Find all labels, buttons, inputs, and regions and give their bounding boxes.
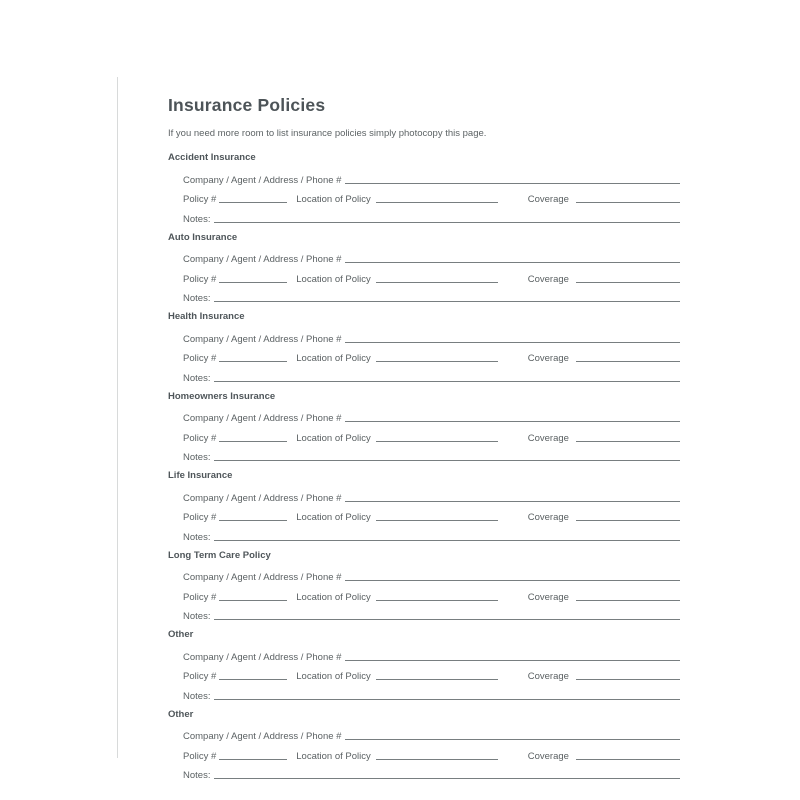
company-row <box>168 406 680 426</box>
page-left-border <box>117 77 118 758</box>
section-heading: Health Insurance <box>168 311 245 322</box>
location-blank-line <box>376 758 498 760</box>
location-of-policy-label: Location of Policy <box>296 750 371 762</box>
notes-label: Notes: <box>183 531 211 543</box>
coverage-label: Coverage <box>527 353 569 364</box>
section-heading: Life Insurance <box>168 470 233 481</box>
policy-number-label: Policy # <box>183 671 217 682</box>
policy-number-label: Policy # <box>183 194 217 205</box>
coverage-blank-line <box>576 201 680 203</box>
company-row <box>168 247 680 267</box>
policy-number-blank-line <box>219 440 287 442</box>
location-of-policy-label: Location of Policy <box>296 194 371 205</box>
policy-row <box>168 664 680 684</box>
section-heading: Auto Insurance <box>168 231 238 243</box>
policy-number-blank-line <box>219 519 287 521</box>
company-agent-address-phone-label: Company / Agent / Address / Phone # <box>183 572 342 583</box>
location-blank-line <box>376 201 498 203</box>
policy-section <box>168 392 680 465</box>
company-row <box>168 485 680 505</box>
location-blank-line <box>376 281 498 283</box>
location-of-policy-label: Location of Policy <box>296 512 371 523</box>
notes-blank-line <box>214 539 680 541</box>
company-agent-address-phone-label: Company / Agent / Address / Phone # <box>183 254 342 265</box>
policy-number-blank-line <box>219 758 287 760</box>
policy-number-blank-line <box>219 360 287 362</box>
company-blank-line <box>345 500 680 502</box>
policy-number-label: Policy # <box>183 273 217 285</box>
coverage-label: Coverage <box>527 512 569 523</box>
notes-blank-line <box>214 698 680 700</box>
notes-blank-line <box>214 221 680 223</box>
company-row <box>168 565 680 585</box>
section-heading: Other <box>168 708 194 720</box>
notes-label: Notes: <box>183 213 211 225</box>
coverage-label: Coverage <box>527 432 569 444</box>
coverage-label: Coverage <box>527 194 569 205</box>
notes-row <box>168 286 680 306</box>
company-row <box>168 167 680 187</box>
notes-row <box>168 763 680 783</box>
notes-row <box>168 445 680 465</box>
company-blank-line <box>345 341 680 343</box>
notes-row <box>168 206 680 226</box>
coverage-blank-line <box>576 360 680 362</box>
coverage-label: Coverage <box>527 750 569 762</box>
location-of-policy-label: Location of Policy <box>296 432 371 444</box>
notes-row <box>168 683 680 703</box>
company-blank-line <box>345 182 680 184</box>
company-agent-address-phone-label: Company / Agent / Address / Phone # <box>183 174 342 186</box>
policy-row <box>168 743 680 763</box>
company-agent-address-phone-label: Company / Agent / Address / Phone # <box>183 333 342 345</box>
policy-section <box>168 551 680 624</box>
section-heading: Accident Insurance <box>168 152 256 163</box>
company-agent-address-phone-label: Company / Agent / Address / Phone # <box>183 651 342 663</box>
policy-number-label: Policy # <box>183 750 217 762</box>
coverage-blank-line <box>576 519 680 521</box>
company-agent-address-phone-label: Company / Agent / Address / Phone # <box>183 413 342 424</box>
policy-row <box>168 425 680 445</box>
notes-blank-line <box>214 300 680 302</box>
policy-section <box>168 710 680 783</box>
notes-blank-line <box>214 380 680 382</box>
location-blank-line <box>376 678 498 680</box>
policy-number-label: Policy # <box>183 353 217 364</box>
policy-row <box>168 266 680 286</box>
location-blank-line <box>376 599 498 601</box>
policy-section <box>168 233 680 306</box>
notes-blank-line <box>214 777 680 779</box>
policy-section <box>168 312 680 385</box>
coverage-blank-line <box>576 440 680 442</box>
location-blank-line <box>376 360 498 362</box>
coverage-blank-line <box>576 599 680 601</box>
notes-row <box>168 365 680 385</box>
section-heading: Long Term Care Policy <box>168 549 271 561</box>
policy-row <box>168 346 680 366</box>
policy-number-blank-line <box>219 599 287 601</box>
notes-label: Notes: <box>183 452 211 463</box>
page-title: Insurance Policies <box>168 95 326 115</box>
company-agent-address-phone-label: Company / Agent / Address / Phone # <box>183 492 342 504</box>
company-row <box>168 326 680 346</box>
section-heading: Other <box>168 629 194 640</box>
notes-row <box>168 524 680 544</box>
location-of-policy-label: Location of Policy <box>296 671 371 682</box>
notes-blank-line <box>214 618 680 620</box>
coverage-blank-line <box>576 758 680 760</box>
location-blank-line <box>376 519 498 521</box>
notes-label: Notes: <box>183 690 211 702</box>
location-of-policy-label: Location of Policy <box>296 273 371 285</box>
coverage-blank-line <box>576 281 680 283</box>
policy-section <box>168 630 680 703</box>
policy-number-blank-line <box>219 678 287 680</box>
location-of-policy-label: Location of Policy <box>296 591 371 603</box>
policy-number-blank-line <box>219 281 287 283</box>
notes-label: Notes: <box>183 770 211 781</box>
company-agent-address-phone-label: Company / Agent / Address / Phone # <box>183 731 342 742</box>
policy-row <box>168 584 680 604</box>
location-of-policy-label: Location of Policy <box>296 353 371 364</box>
policy-row <box>168 505 680 525</box>
photocopy-instructions: If you need more room to list insurance policies simply photocopy this page. <box>168 128 487 139</box>
policy-number-label: Policy # <box>183 512 217 523</box>
coverage-label: Coverage <box>527 591 569 603</box>
policy-section <box>168 471 680 544</box>
policy-number-blank-line <box>219 201 287 203</box>
coverage-blank-line <box>576 678 680 680</box>
company-row <box>168 644 680 664</box>
policy-number-label: Policy # <box>183 432 217 444</box>
notes-blank-line <box>214 459 680 461</box>
company-blank-line <box>345 659 680 661</box>
company-row <box>168 724 680 744</box>
company-blank-line <box>345 261 680 263</box>
notes-label: Notes: <box>183 372 211 384</box>
company-blank-line <box>345 579 680 581</box>
policy-section <box>168 153 680 226</box>
policy-row <box>168 187 680 207</box>
notes-row <box>168 604 680 624</box>
notes-label: Notes: <box>183 293 211 304</box>
section-heading: Homeowners Insurance <box>168 390 276 402</box>
policy-sections-list <box>168 153 680 782</box>
company-blank-line <box>345 420 680 422</box>
page-content <box>168 96 680 789</box>
policy-number-label: Policy # <box>183 591 217 603</box>
location-blank-line <box>376 440 498 442</box>
company-blank-line <box>345 738 680 740</box>
notes-label: Notes: <box>183 611 211 622</box>
coverage-label: Coverage <box>527 273 569 285</box>
coverage-label: Coverage <box>527 671 569 682</box>
